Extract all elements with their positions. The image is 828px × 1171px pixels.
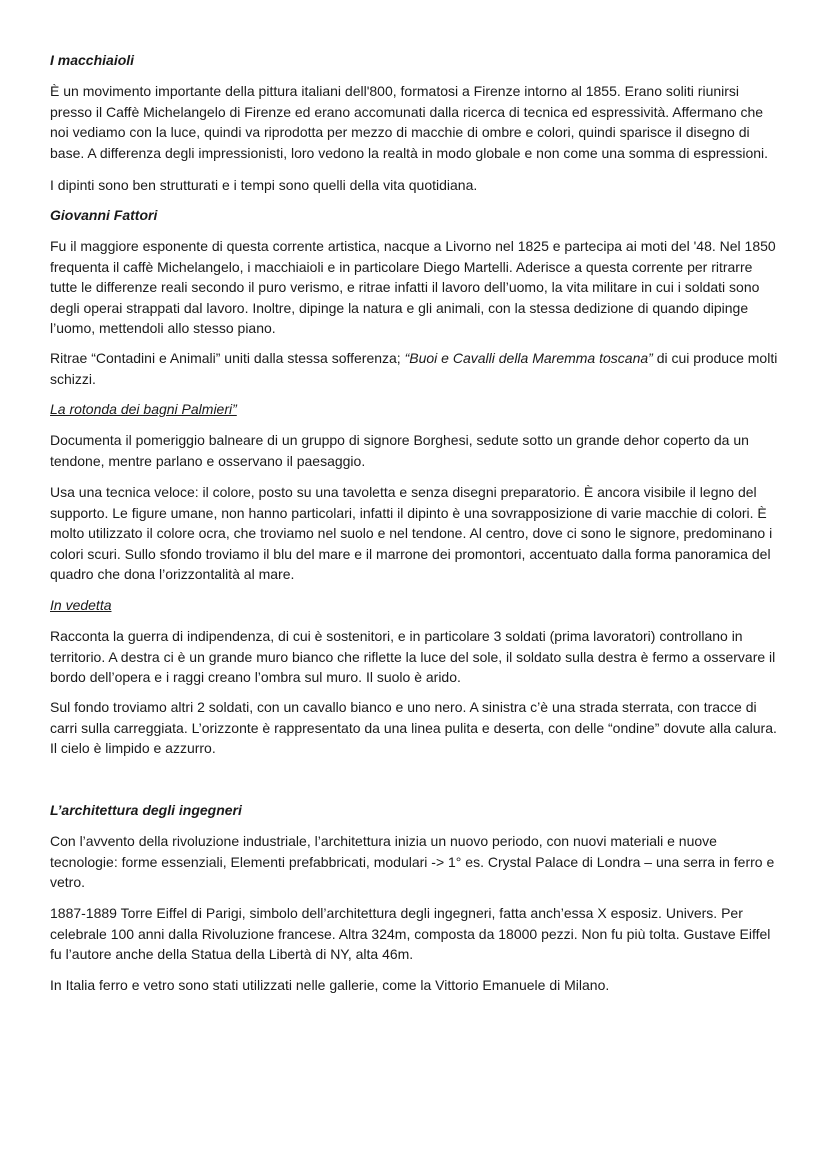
fattori-works-text-start: Ritrae “Contadini e Animali” uniti dalla stessa sofferenza;	[50, 350, 405, 366]
paragraph-vedetta-description: Racconta la guerra di indipendenza, di cui è sostenitori, e in particolare 3 soldati (prima lavoratori) controllano in territorio. A destra ci è un grande muro bianco che riflette la luce del sole, il soldato sulla destra è fermo a osservare il bordo dell’opera e i raggi creano l’ombra sul muro. Il suolo è arido.	[50, 628, 776, 685]
paragraph-macchiaioli-intro: È un movimento importante della pittura italiani dell'800, formatosi a Firenze intorno al 1855. Erano soliti riunirsi presso il Caffè Michelangelo di Firenze ed erano accomunati dalla ricerca di tecnica ed espressività. Affermano che noi vediamo con la luce, quindi va riprodotta per mezzo di macchie di ombre e colori, quindi sparisce il disegno di base. A differenza degli impressionisti, loro vedono la realtà in modo globale e non come una somma di espressioni.	[50, 83, 769, 161]
paragraph-italia-gallerie: In Italia ferro e vetro sono stati utilizzati nelle gallerie, come la Vittorio Emanuele di Milano.	[50, 977, 610, 993]
fattori-works-italic-title: “Buoi e Cavalli della Maremma toscana”	[404, 350, 653, 366]
section-title-architettura: L’architettura degli ingegneri	[50, 802, 242, 818]
paragraph-architettura-intro: Con l’avvento della rivoluzione industriale, l’architettura inizia un nuovo periodo, con nuovi materiali e nuove tecnologie: forme essenziali, Elementi prefabbricati, modulari -> 1° es. Crystal Palace di Londra – una serra in ferro e vetro.	[50, 833, 775, 890]
paragraph-macchiaioli-dipinti: I dipinti sono ben strutturati e i tempi sono quelli della vita quotidiana.	[50, 177, 478, 193]
fattori-works-text-end: di cui produce molti schizzi.	[50, 350, 778, 387]
subsection-title-rotonda: La rotonda dei bagni Palmieri”	[50, 401, 237, 417]
paragraph-fattori-works	[50, 348, 782, 389]
subsection-title-vedetta: In vedetta	[50, 597, 112, 613]
paragraph-rotonda-technique: Usa una tecnica veloce: il colore, posto su una tavoletta e senza disegni preparatorio. È ancora visibile il legno del supporto. Le figure umane, non hanno particolari, infatti il dipinto è una sovrapposizione di varie macchie di colori. È molto utilizzato il colore ocra, che troviamo nel suolo e nel tendone. Al centro, dove ci sono le signore, predominano i colori scuri. Sullo sfondo troviamo il blu del mare e il marrone dei promontori, accentuato dalla forma panoramica del quadro che dona l’orizzontalità al mare.	[50, 484, 773, 582]
section-title-macchiaioli: I macchiaioli	[50, 52, 135, 68]
paragraph-fattori-bio: Fu il maggiore esponente di questa corrente artistica, nacque a Livorno nel 1825 e partecipa ai moti del '48. Nel 1850 frequenta il caffè Michelangelo, i macchiaioli e in particolare Diego Martelli. Aderisce a questa corrente per ritrarre tutte le differenze reali secondo il puro verismo, e ritrae infatti il lavoro dell’uomo, la vita militare in cui i soldati sono degli operai strappati dal lavoro. Inoltre, dipinge la natura e gli animali, con la stessa dedizione di quando dipinge l’uomo, mettendoli allo stesso piano.	[50, 238, 776, 336]
paragraph-rotonda-description: Documenta il pomeriggio balneare di un gruppo di signore Borghesi, sedute sotto un grande dehor coperto da un tendone, mentre parlano e osservano il paesaggio.	[50, 432, 749, 469]
paragraph-torre-eiffel: 1887-1889 Torre Eiffel di Parigi, simbolo dell’architettura degli ingegneri, fatta anch’essa X esposiz. Univers. Per celebrale 100 anni dalla Rivoluzione francese. Altra 324m, composta da 18000 pezzi. Non fu più tolta. Gustave Eiffel fu l’autore anche della Statua della Libertà di NY, alta 46m.	[50, 905, 771, 962]
section-title-fattori: Giovanni Fattori	[50, 207, 158, 223]
paragraph-vedetta-details: Sul fondo troviamo altri 2 soldati, con un cavallo bianco e uno nero. A sinistra c’è una strada sterrata, con tracce di carri sulla carreggiata. L’orizzonte è rappresentato da una linea pulita e deserta, con delle “ondine” dovute alla calura. Il cielo è limpido e azzurro.	[50, 699, 777, 756]
